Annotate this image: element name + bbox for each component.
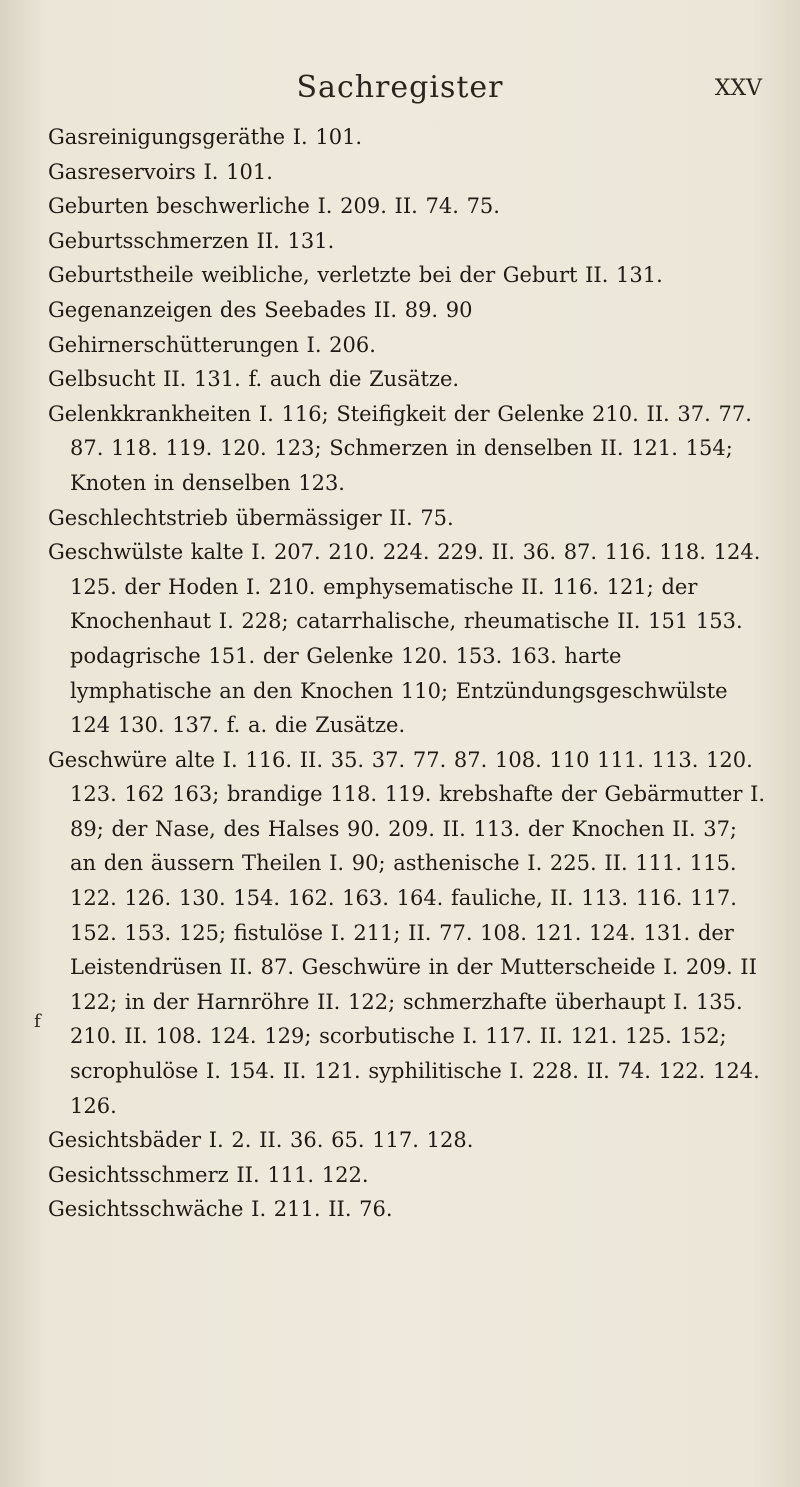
margin-mark: f — [34, 1011, 41, 1032]
index-entry: Gasreservoirs I. 101. — [48, 159, 273, 184]
page-title: Sachregister — [296, 70, 504, 105]
index-entry: Geschwülste kalte I. 207. 210. 224. 229. II. 36. 87. 116. 118. 124. 125. der Hoden I. 210. emphysematische II. 116. 121; der Knochenhaut I. 228; catarrhalische, rheumatische II. 151 153. podagrische 151. der Gelenke 120. 153. 163. harte lymphatische an den Knochen 110; Entzündungsgeschwülste 124 130. 137. f. a. die Zusätze. — [48, 540, 761, 738]
index-entry: Gelenkkrankheiten I. 116; Steifigkeit der Gelenke 210. II. 37. 77. 87. 118. 119. 120. 123; Schmerzen in denselben II. 121. 154; Knoten in denselben 123. — [48, 401, 752, 495]
index-entry: Gelbsucht II. 131. f. auch die Zusätze. — [48, 367, 460, 392]
index-entry: Geburtstheile weibliche, verletzte bei der Geburt II. 131. — [48, 263, 663, 288]
index-entry: Gegenanzeigen des Seebades II. 89. 90 — [48, 297, 473, 322]
index-entry: Geburtsschmerzen II. 131. — [48, 228, 335, 253]
page-number: XXV — [714, 76, 762, 101]
page-header — [0, 70, 800, 110]
index-entry: Gasreinigungsgeräthe I. 101. — [48, 125, 363, 149]
index-entry: Gesichtsschmerz II. 111. 122. — [48, 1162, 369, 1187]
index-entry: Geburten beschwerliche I. 209. II. 74. 75. — [48, 194, 500, 219]
index-entry: Geschwüre alte I. 116. II. 35. 37. 77. 87. 108. 110 111. 113. 120. 123. 162 163; brandige 118. 119. krebshafte der Gebärmutter I. 89; der Nase, des Halses 90. 209. II. 113. der Knochen II. 37; an den äussern Theilen I. 90; asthenische I. 225. II. 111. 115. 122. 126. 130. 154. 162. 163. 164. fauliche, II. 113. 116. 117. 152. 153. 125; fistulöse I. 211; II. 77. 108. 121. 124. 131. der Leistendrüsen II. 87. Geschwüre in der Mutterscheide I. 209. II 122; in der Harnröhre II. 122; schmerzhafte überhaupt I. 135. 210. II. 108. 124. 129; scorbutische I. 117. II. 121. 125. 152; scrophulöse I. 154. II. 121. syphilitische I. 228. II. 74. 122. 124. 126. — [48, 747, 766, 1118]
index-entry: Gehirnerschütterungen I. 206. — [48, 332, 376, 357]
index-entry: Geschlechtstrieb übermässiger II. 75. — [48, 505, 454, 530]
index-entries — [48, 120, 770, 1227]
index-entry: Gesichtsbäder I. 2. II. 36. 65. 117. 128. — [48, 1128, 474, 1153]
index-entry: Gesichtsschwäche I. 211. II. 76. — [48, 1197, 393, 1222]
